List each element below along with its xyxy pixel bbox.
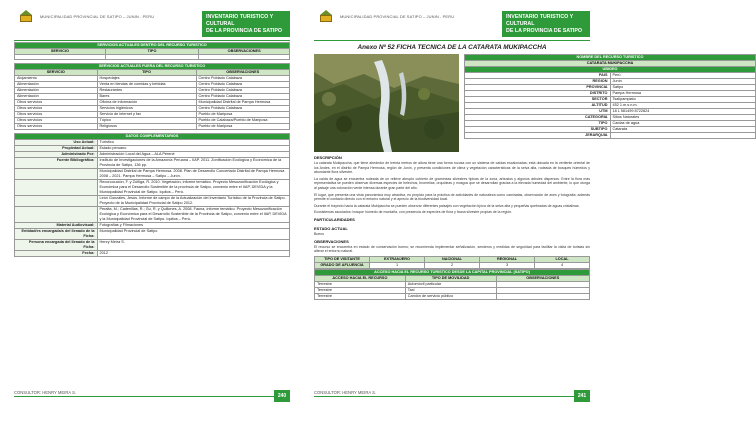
fact-label: UTM (465, 109, 611, 115)
fact-value: 452 1.m.s.n.m. (610, 103, 756, 109)
cell-type: Religiosos (97, 124, 196, 130)
field-label: Uso Actual: (15, 140, 98, 146)
cell-observation: Pueblo de Mariposa (196, 112, 290, 118)
col-header-observations: OBSERVACIONES (199, 49, 290, 55)
field-value: Turístico (97, 140, 290, 146)
table-row (15, 196, 290, 207)
fact-value (610, 133, 756, 139)
cell-service: Alimentación (15, 94, 98, 100)
fact-label: PROVINCIA (465, 85, 611, 91)
visitor-cell: 2 (425, 262, 480, 268)
fact-label: REGION (465, 79, 611, 85)
description-label: DESCRIPCIÓN (314, 155, 342, 160)
field-label: Propiedad Actual: (15, 146, 98, 152)
description-paragraph: La caída de agua se encuentra rodeada de un relieve abrupto cubierto de gramíneas silvestres típicas de la zona, arbustos y algunos árboles dispersos. Entre la flora más representativa se pueden observar diversas especies de helechos, bromelias, orquídeas y musgos que se desarrollan gracias a la elevada humedad del ambiente, lo que otorga al paisaje una coloración verde intensa durante gran parte del año. (314, 176, 590, 190)
observations-label: OBSERVACIONES (314, 238, 349, 244)
access-title: ACCESO HACIA EL RECURSO TURISTICO DESDE LA CAPITAL PROVINCIAL (SATIPO) (315, 269, 590, 275)
fact-value: Pampa Hermosa (610, 91, 756, 97)
field-label: Material Audiovisual: (15, 223, 98, 229)
fact-label: PAIS (465, 73, 611, 79)
services-inside-table (14, 42, 290, 60)
cell-observation: Pueblo de Mariposa (196, 124, 290, 130)
description-paragraph: La catarata Mukipaccha, que tiene alrededor de treinta metros de altura tiene una forma rocosa con un sistema de caídas escalonadas; está ubicada en la vertiente oriental de los Andes, en el distrito de Pampa Hermosa, región de Junín, y presenta condiciones de clima y vegetación características de la selva alta, rodeada de bosques húmedos y abundante flora silvestre. (314, 161, 590, 175)
page-header (304, 8, 596, 38)
visitor-cell: 1 (370, 262, 425, 268)
header-divider (14, 40, 290, 41)
description-paragraph: Durante el trayecto hacia la catarata Mukipaccha se pueden observar diferentes paisajes con vegetación típica de la selva alta y pequeñas quebradas de aguas cristalinas. (314, 203, 580, 208)
page-number: 240 (274, 390, 290, 402)
field-value: Henry Meira S. (97, 240, 290, 251)
cell-service: Alimentación (15, 82, 98, 88)
description-section (314, 153, 590, 300)
table-row (15, 124, 290, 130)
services-inside-title: SERVICIOS ACTUALES DENTRO DEL RECURSO TURISTICO (15, 43, 290, 49)
header-title-line1: INVENTARIO TURISTICO Y CULTURAL (506, 14, 574, 27)
page-footer (14, 390, 290, 404)
left-content (14, 42, 290, 257)
cell-service: Otros servicios (15, 106, 98, 112)
cell-type: Venta en tiendas de comidas y bebidas (97, 82, 196, 88)
footer-divider (14, 396, 274, 397)
header-title-line2: DE LA PROVINCIA DE SATIPO (506, 28, 583, 34)
cell-service: Alimentación (15, 88, 98, 94)
municipality-logo-icon (318, 10, 334, 24)
header-title-box (202, 11, 290, 37)
cell-vehicle: Automóvil particular (405, 281, 496, 287)
field-value: Reconocución, F. y Zúñiga, R. 2010. Vegetación, informe temático. Proyecto Mesozonificación Ecológica y Económica para el Desarrollo Sostenible de la provincia de Satipo, convenio entre el IIAP, DEVIDA y la Municipalidad Provincial de Satipo. Iquitos – Perú. (97, 180, 290, 196)
fact-name: CATARATA MUKIPACCHA (465, 61, 756, 67)
complementary-title: DATOS COMPLEMENTARIOS (15, 134, 290, 140)
municipality-logo-icon (18, 10, 34, 24)
fact-value: Sitios Naturales (610, 115, 756, 121)
field-value: Municipalidad Distrital de Pampa Hermosa. 2008. Plan de Desarrollo Concertado Distrital de Pampa Hermosa 2008 – 2021. Pampa Hermosa – Satipo – Junín. (97, 169, 290, 180)
visitor-col-national: NACIONAL (425, 256, 480, 262)
col-header-type: TIPO (105, 49, 199, 55)
table-row (465, 133, 756, 139)
cell-vehicle: Taxi (405, 287, 496, 293)
visitor-cell: 3 (480, 262, 535, 268)
visitor-col-local: LOCAL (535, 256, 590, 262)
field-label (15, 180, 98, 196)
page-footer (314, 390, 590, 404)
fact-value: Catarata (610, 127, 756, 133)
table-row (15, 251, 290, 257)
table-row (15, 207, 290, 223)
observations-text: El recurso se encuentra en estado de conservación bueno; se recomienda implementar señalización, senderos y medidas de seguridad para facilitar la visita de turistas sin alterar el entorno natural. (314, 244, 590, 254)
fact-label: ALTITUD (465, 103, 611, 109)
field-label: Persona encargada del llenado de la Ficha: (15, 240, 98, 251)
field-value: Peralta, M.; Cadenillas, R.; Gu, R. y Quillones, A. 2008. Fauna, informe temático. Proyecto Mesozonificación Ecológica y Económica para el Desarrollo Sostenible de la Provincia de Satipo, convenio entre el IIAP, DEVIDA y la Municipalidad Provincial de Satipo. Iquitos – Perú. (97, 207, 290, 223)
header-title-line2: DE LA PROVINCIA DE SATIPO (206, 28, 283, 34)
access-col-route: ACCESO HACIA EL RECURSO (315, 275, 406, 281)
cell-type: Restaurantes (97, 88, 196, 94)
field-value: Administración Local del Agua – ALA Perené (97, 152, 290, 158)
cell-route: Terrestre (315, 281, 406, 287)
cell-service: Alojamiento (15, 76, 98, 82)
field-label (15, 169, 98, 180)
cell-type: Servicios higiénicos (97, 106, 196, 112)
table-row (315, 293, 590, 299)
cell-service: Otros servicios (15, 124, 98, 130)
table-row (15, 158, 290, 169)
visitor-cell: 4 (535, 262, 590, 268)
cell-type: Servicio de internet y fax (97, 112, 196, 118)
table-row (315, 262, 590, 268)
field-value: Estado peruano (97, 146, 290, 152)
header-title-line1: INVENTARIO TURISTICO Y CULTURAL (206, 14, 274, 27)
fact-value: Perú (610, 73, 756, 79)
footer-divider (314, 396, 574, 397)
col-header-service: SERVICIO (15, 49, 106, 55)
access-col-vehicle: TIPO DE MOVILIDAD (405, 275, 496, 281)
visitor-col-foreign: EXTRANJERO (370, 256, 425, 262)
description-paragraph: Ecosistemas asociados: bosque húmedo de montaña, con presencia de especies de flora y fauna silvestre propias de la región. (314, 210, 513, 215)
table-row (15, 229, 290, 240)
field-value: Fotografías y Filmaciones (97, 223, 290, 229)
page-right (304, 0, 650, 424)
cell-service: Otros servicios (15, 112, 98, 118)
cell-service: Otros servicios (15, 118, 98, 124)
state-value: Bueno (314, 231, 325, 236)
particularities-label: PARTICULARIDADES (314, 216, 355, 222)
cell-route: Terrestre (315, 287, 406, 293)
fact-value: Tsalipampiato (610, 97, 756, 103)
fact-value: Junín (610, 79, 756, 85)
services-outside-title: SERVICIOS ACTUALES FUERA DEL RECURSO TURISTICO (15, 64, 290, 70)
header-divider (314, 40, 590, 41)
field-value: León Gonzáles, Jesús. Informe de campo de la Actualización del Inventario Turístico de la Provincia de Satipo. Proyecto de la Municipalidad Provincial de Satipo 2012. (97, 196, 290, 207)
table-row (15, 169, 290, 180)
cell-observation: Centro Poblado Calabaza (196, 88, 290, 94)
visitor-col-regional: REGIONAL (480, 256, 535, 262)
field-label (15, 196, 98, 207)
header-title-box (502, 11, 590, 37)
field-value: 2012 (97, 251, 290, 257)
waterfall-photo-image (314, 54, 459, 152)
cell-observation (496, 293, 590, 299)
description-paragraph: El lugar, que presenta una vista panorámica muy atractiva, es propicio para la práctica de actividades de naturaleza como caminatas, observación de aves y fotografía; además permite el contacto directo con el entorno natural y el aprecio de la biodiversidad local. (314, 192, 590, 202)
cell-type: Hospedajes (97, 76, 196, 82)
table-row (15, 180, 290, 196)
fact-title: NOMBRE DEL RECURSO TURISTICO (465, 55, 756, 61)
annex-title: Anexo Nº 52 FICHA TECNICA DE LA CATARATA MUKIPACCHA (357, 44, 547, 51)
fact-label: SECTOR (465, 97, 611, 103)
cell-observation: Centro Poblado Calabaza (196, 106, 290, 112)
fact-label: JERARQUIA (465, 133, 611, 139)
cell-service: Otros servicios (15, 100, 98, 106)
fact-value: 18 L 581499 8722824 (610, 109, 756, 115)
services-outside-table (14, 63, 290, 130)
field-label: Fecha: (15, 251, 98, 257)
field-value: Instituto de Investigaciones de la Amazonía Peruana – IIAP. 2011. Zonificación Ecológica y Económica de la Provincia de Satipo, 136 pp. (97, 158, 290, 169)
cell-observation: Municipalidad Distrital de Pampa Hermosa (196, 100, 290, 106)
complementary-table (14, 133, 290, 257)
fact-table (464, 54, 756, 139)
cell-type: Oficina de información (97, 100, 196, 106)
waterfall-photo (314, 54, 459, 152)
cell-type: Tópico (97, 118, 196, 124)
cell-observation: Centro Poblado Calabaza (196, 82, 290, 88)
visitor-table (314, 256, 590, 269)
footer-consultant: CONSULTOR: HENRY MEIRA S. (14, 390, 79, 395)
field-value: Municipalidad Provincial de Satipo (97, 229, 290, 240)
cell-vehicle: Camión de servicio público (405, 293, 496, 299)
col-header-service: SERVICIO (15, 70, 98, 76)
access-table (314, 269, 590, 300)
page-header (4, 8, 296, 38)
fact-value: Caídas de agua (610, 121, 756, 127)
cell-type: Bares (97, 94, 196, 100)
fact-label: CATEGORIA (465, 115, 611, 121)
visitor-row-label: GRADO DE AFLUENCIA (315, 262, 370, 268)
table-row (15, 240, 290, 251)
access-col-observations: OBSERVACIONES (496, 275, 590, 281)
municipality-name: MUNICIPALIDAD PROVINCIAL DE SATIPO – JUNIN - PERU (340, 14, 455, 19)
municipality-name: MUNICIPALIDAD PROVINCIAL DE SATIPO – JUNIN - PERU (40, 14, 155, 19)
page-left (4, 0, 296, 424)
col-header-type: TIPO (97, 70, 196, 76)
field-label (15, 207, 98, 223)
cell-route: Terrestre (315, 293, 406, 299)
col-header-observations: OBSERVACIONES (196, 70, 290, 76)
field-label: Entidad/es encargada/s del llenado de la Ficha: (15, 229, 98, 240)
fact-value: Satipo (610, 85, 756, 91)
field-label: Administrado Por: (15, 152, 98, 158)
page-number: 241 (574, 390, 590, 402)
fact-location: UBIGEO (465, 67, 756, 73)
fact-label: TIPO (465, 121, 611, 127)
footer-consultant: CONSULTOR: HENRY MEIRA S. (314, 390, 379, 395)
state-label: ESTADO ACTUAL (314, 225, 348, 231)
cell-observation: Centro Poblado Calabaza (196, 94, 290, 100)
fact-label: SUBTIPO (465, 127, 611, 133)
cell-observation: Pueblo de Calabaza/Pueblo de Mariposa (196, 118, 290, 124)
cell-observation: Centro Poblado Calabaza (196, 76, 290, 82)
visitor-col-type: TIPO DE VISITANTE (315, 256, 370, 262)
fact-label: DISTRITO (465, 91, 611, 97)
field-label: Fuente Bibliográfica: (15, 158, 98, 169)
